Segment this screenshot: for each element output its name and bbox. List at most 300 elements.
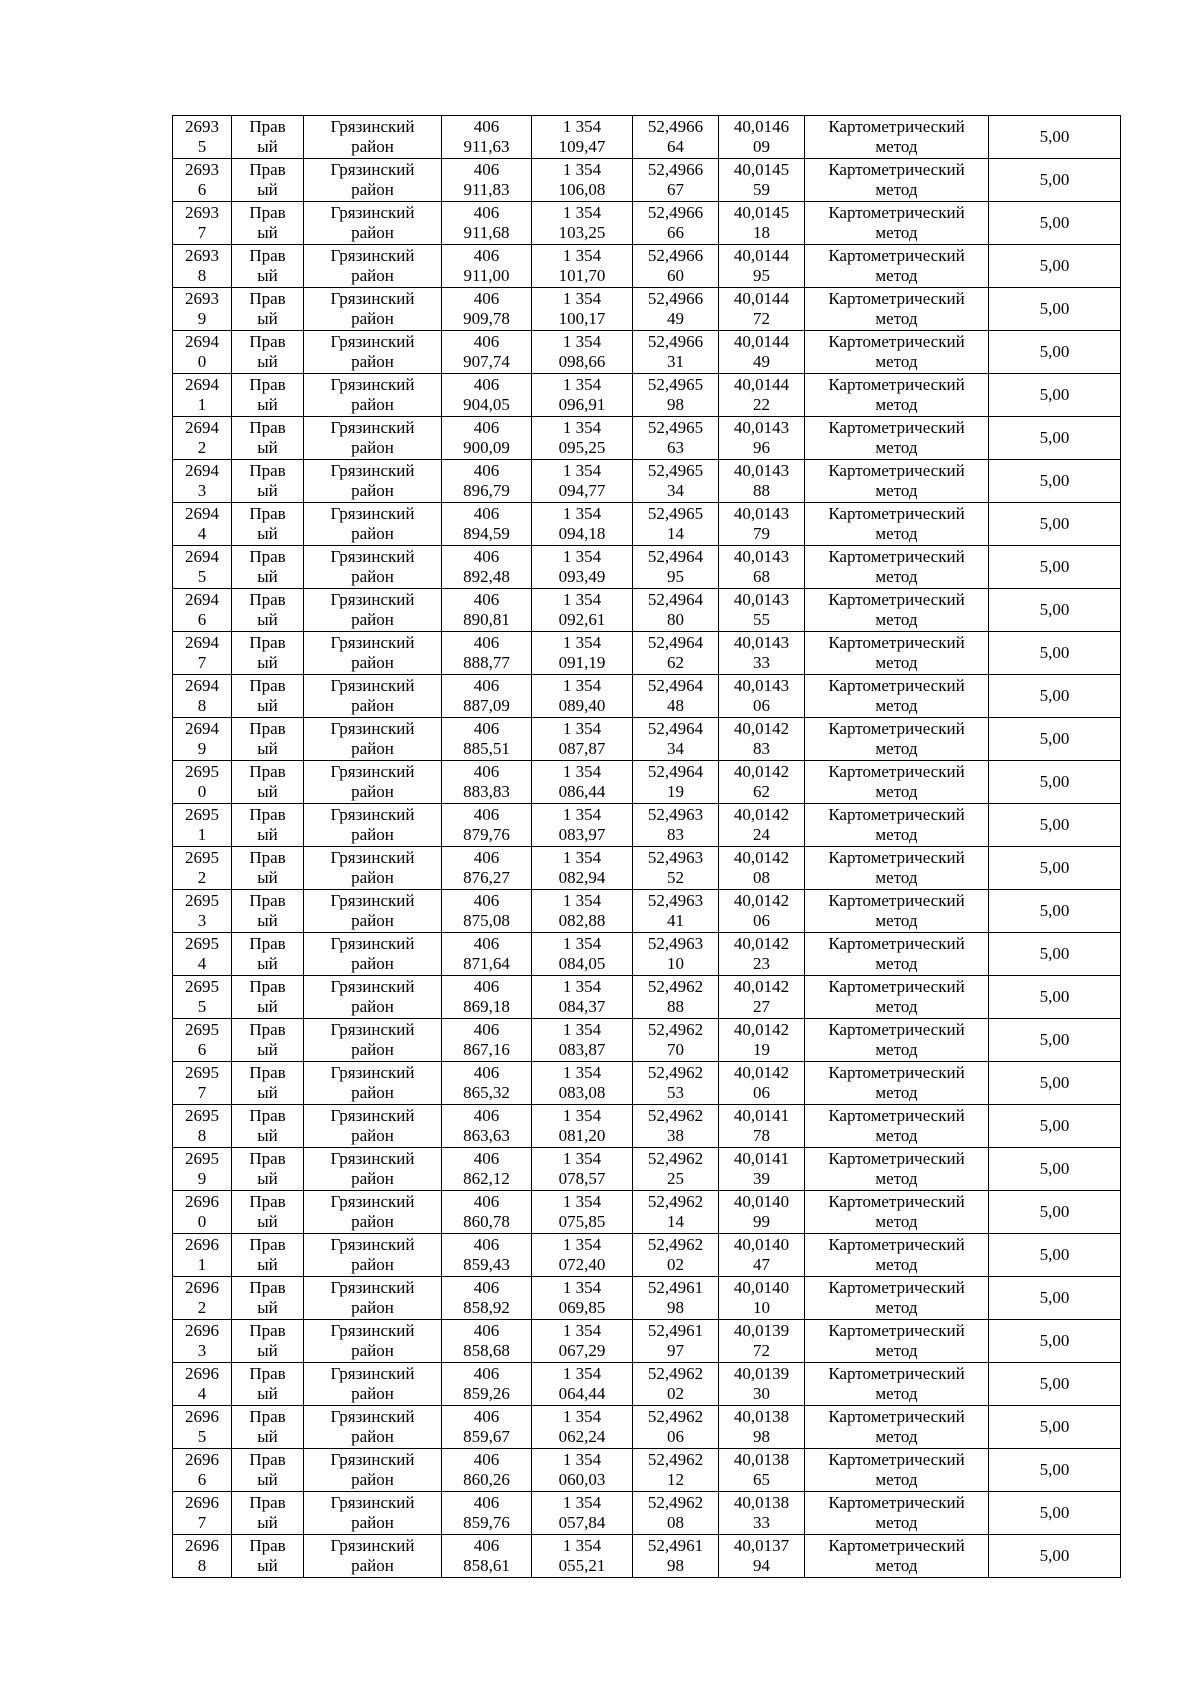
latitude-cell: 52,4964 34 — [633, 718, 719, 761]
table-row — [173, 1363, 1121, 1406]
longitude-cell: 40,0139 30 — [719, 1363, 805, 1406]
table-row — [173, 1449, 1121, 1492]
y-coordinate-cell: 1 354 091,19 — [532, 632, 633, 675]
latitude-cell: 52,4961 98 — [633, 1277, 719, 1320]
district-cell: Грязинский район — [304, 417, 442, 460]
y-coordinate-cell: 1 354 106,08 — [532, 159, 633, 202]
method-cell: Картометрический метод — [805, 202, 989, 245]
x-coordinate-cell: 406 869,18 — [442, 976, 532, 1019]
x-coordinate-cell: 406 911,63 — [442, 116, 532, 159]
y-coordinate-cell: 1 354 064,44 — [532, 1363, 633, 1406]
accuracy-cell: 5,00 — [989, 1148, 1121, 1191]
accuracy-cell: 5,00 — [989, 1492, 1121, 1535]
table-row — [173, 417, 1121, 460]
x-coordinate-cell: 406 879,76 — [442, 804, 532, 847]
x-coordinate-cell: 406 883,83 — [442, 761, 532, 804]
point-number-cell: 2695 7 — [173, 1062, 232, 1105]
bank-side-cell: Прав ый — [232, 1148, 304, 1191]
method-cell: Картометрический метод — [805, 245, 989, 288]
x-coordinate-cell: 406 888,77 — [442, 632, 532, 675]
longitude-cell: 40,0146 09 — [719, 116, 805, 159]
y-coordinate-cell: 1 354 072,40 — [532, 1234, 633, 1277]
accuracy-cell: 5,00 — [989, 1105, 1121, 1148]
x-coordinate-cell: 406 859,43 — [442, 1234, 532, 1277]
point-number-cell: 2694 3 — [173, 460, 232, 503]
x-coordinate-cell: 406 875,08 — [442, 890, 532, 933]
table-row — [173, 331, 1121, 374]
accuracy-cell: 5,00 — [989, 675, 1121, 718]
y-coordinate-cell: 1 354 094,77 — [532, 460, 633, 503]
longitude-cell: 40,0144 72 — [719, 288, 805, 331]
x-coordinate-cell: 406 860,26 — [442, 1449, 532, 1492]
point-number-cell: 2694 0 — [173, 331, 232, 374]
latitude-cell: 52,4963 41 — [633, 890, 719, 933]
accuracy-cell: 5,00 — [989, 933, 1121, 976]
method-cell: Картометрический метод — [805, 1449, 989, 1492]
point-number-cell: 2693 6 — [173, 159, 232, 202]
table-row — [173, 1191, 1121, 1234]
latitude-cell: 52,4962 06 — [633, 1406, 719, 1449]
method-cell: Картометрический метод — [805, 116, 989, 159]
accuracy-cell: 5,00 — [989, 890, 1121, 933]
latitude-cell: 52,4964 62 — [633, 632, 719, 675]
bank-side-cell: Прав ый — [232, 632, 304, 675]
district-cell: Грязинский район — [304, 1449, 442, 1492]
district-cell: Грязинский район — [304, 1492, 442, 1535]
latitude-cell: 52,4962 53 — [633, 1062, 719, 1105]
table-row — [173, 374, 1121, 417]
y-coordinate-cell: 1 354 095,25 — [532, 417, 633, 460]
point-number-cell: 2696 0 — [173, 1191, 232, 1234]
bank-side-cell: Прав ый — [232, 159, 304, 202]
table-row — [173, 1406, 1121, 1449]
y-coordinate-cell: 1 354 082,88 — [532, 890, 633, 933]
method-cell: Картометрический метод — [805, 761, 989, 804]
x-coordinate-cell: 406 863,63 — [442, 1105, 532, 1148]
longitude-cell: 40,0137 94 — [719, 1535, 805, 1578]
accuracy-cell: 5,00 — [989, 331, 1121, 374]
x-coordinate-cell: 406 911,00 — [442, 245, 532, 288]
bank-side-cell: Прав ый — [232, 288, 304, 331]
accuracy-cell: 5,00 — [989, 288, 1121, 331]
point-number-cell: 2694 5 — [173, 546, 232, 589]
point-number-cell: 2695 3 — [173, 890, 232, 933]
table-row — [173, 933, 1121, 976]
latitude-cell: 52,4965 14 — [633, 503, 719, 546]
latitude-cell: 52,4966 64 — [633, 116, 719, 159]
table-row — [173, 1320, 1121, 1363]
point-number-cell: 2696 6 — [173, 1449, 232, 1492]
method-cell: Картометрический метод — [805, 632, 989, 675]
accuracy-cell: 5,00 — [989, 245, 1121, 288]
point-number-cell: 2695 0 — [173, 761, 232, 804]
point-number-cell: 2696 4 — [173, 1363, 232, 1406]
longitude-cell: 40,0143 55 — [719, 589, 805, 632]
x-coordinate-cell: 406 885,51 — [442, 718, 532, 761]
y-coordinate-cell: 1 354 103,25 — [532, 202, 633, 245]
district-cell: Грязинский район — [304, 890, 442, 933]
y-coordinate-cell: 1 354 067,29 — [532, 1320, 633, 1363]
table-row — [173, 890, 1121, 933]
district-cell: Грязинский район — [304, 1105, 442, 1148]
accuracy-cell: 5,00 — [989, 632, 1121, 675]
y-coordinate-cell: 1 354 083,08 — [532, 1062, 633, 1105]
accuracy-cell: 5,00 — [989, 1363, 1121, 1406]
y-coordinate-cell: 1 354 094,18 — [532, 503, 633, 546]
y-coordinate-cell: 1 354 075,85 — [532, 1191, 633, 1234]
longitude-cell: 40,0143 06 — [719, 675, 805, 718]
point-number-cell: 2695 5 — [173, 976, 232, 1019]
accuracy-cell: 5,00 — [989, 546, 1121, 589]
longitude-cell: 40,0144 49 — [719, 331, 805, 374]
bank-side-cell: Прав ый — [232, 1062, 304, 1105]
point-number-cell: 2695 6 — [173, 1019, 232, 1062]
table-row — [173, 1019, 1121, 1062]
point-number-cell: 2694 7 — [173, 632, 232, 675]
x-coordinate-cell: 406 911,83 — [442, 159, 532, 202]
x-coordinate-cell: 406 862,12 — [442, 1148, 532, 1191]
district-cell: Грязинский район — [304, 159, 442, 202]
accuracy-cell: 5,00 — [989, 374, 1121, 417]
accuracy-cell: 5,00 — [989, 503, 1121, 546]
method-cell: Картометрический метод — [805, 1148, 989, 1191]
accuracy-cell: 5,00 — [989, 847, 1121, 890]
longitude-cell: 40,0139 72 — [719, 1320, 805, 1363]
latitude-cell: 52,4962 08 — [633, 1492, 719, 1535]
bank-side-cell: Прав ый — [232, 417, 304, 460]
method-cell: Картометрический метод — [805, 1320, 989, 1363]
y-coordinate-cell: 1 354 089,40 — [532, 675, 633, 718]
latitude-cell: 52,4964 95 — [633, 546, 719, 589]
district-cell: Грязинский район — [304, 589, 442, 632]
x-coordinate-cell: 406 900,09 — [442, 417, 532, 460]
district-cell: Грязинский район — [304, 847, 442, 890]
bank-side-cell: Прав ый — [232, 718, 304, 761]
table-row — [173, 804, 1121, 847]
y-coordinate-cell: 1 354 082,94 — [532, 847, 633, 890]
longitude-cell: 40,0141 78 — [719, 1105, 805, 1148]
longitude-cell: 40,0142 23 — [719, 933, 805, 976]
latitude-cell: 52,4962 12 — [633, 1449, 719, 1492]
bank-side-cell: Прав ый — [232, 1363, 304, 1406]
latitude-cell: 52,4964 48 — [633, 675, 719, 718]
table-row — [173, 589, 1121, 632]
x-coordinate-cell: 406 907,74 — [442, 331, 532, 374]
district-cell: Грязинский район — [304, 804, 442, 847]
x-coordinate-cell: 406 867,16 — [442, 1019, 532, 1062]
accuracy-cell: 5,00 — [989, 976, 1121, 1019]
district-cell: Грязинский район — [304, 288, 442, 331]
method-cell: Картометрический метод — [805, 503, 989, 546]
district-cell: Грязинский район — [304, 1277, 442, 1320]
method-cell: Картометрический метод — [805, 1363, 989, 1406]
table-row — [173, 761, 1121, 804]
bank-side-cell: Прав ый — [232, 1019, 304, 1062]
point-number-cell: 2695 1 — [173, 804, 232, 847]
district-cell: Грязинский район — [304, 1191, 442, 1234]
point-number-cell: 2694 1 — [173, 374, 232, 417]
latitude-cell: 52,4962 38 — [633, 1105, 719, 1148]
table-row — [173, 503, 1121, 546]
bank-side-cell: Прав ый — [232, 245, 304, 288]
district-cell: Грязинский район — [304, 374, 442, 417]
latitude-cell: 52,4963 83 — [633, 804, 719, 847]
accuracy-cell: 5,00 — [989, 1535, 1121, 1578]
longitude-cell: 40,0142 62 — [719, 761, 805, 804]
point-number-cell: 2696 7 — [173, 1492, 232, 1535]
method-cell: Картометрический метод — [805, 1277, 989, 1320]
longitude-cell: 40,0142 06 — [719, 890, 805, 933]
point-number-cell: 2696 1 — [173, 1234, 232, 1277]
bank-side-cell: Прав ый — [232, 1277, 304, 1320]
district-cell: Грязинский район — [304, 933, 442, 976]
table-row — [173, 1062, 1121, 1105]
point-number-cell: 2694 4 — [173, 503, 232, 546]
x-coordinate-cell: 406 892,48 — [442, 546, 532, 589]
method-cell: Картометрический метод — [805, 1535, 989, 1578]
bank-side-cell: Прав ый — [232, 546, 304, 589]
method-cell: Картометрический метод — [805, 890, 989, 933]
bank-side-cell: Прав ый — [232, 460, 304, 503]
table-row — [173, 159, 1121, 202]
bank-side-cell: Прав ый — [232, 675, 304, 718]
y-coordinate-cell: 1 354 060,03 — [532, 1449, 633, 1492]
table-row — [173, 288, 1121, 331]
bank-side-cell: Прав ый — [232, 503, 304, 546]
accuracy-cell: 5,00 — [989, 1449, 1121, 1492]
latitude-cell: 52,4965 34 — [633, 460, 719, 503]
longitude-cell: 40,0144 95 — [719, 245, 805, 288]
y-coordinate-cell: 1 354 084,05 — [532, 933, 633, 976]
bank-side-cell: Прав ый — [232, 1406, 304, 1449]
bank-side-cell: Прав ый — [232, 374, 304, 417]
bank-side-cell: Прав ый — [232, 1234, 304, 1277]
point-number-cell: 2695 2 — [173, 847, 232, 890]
longitude-cell: 40,0143 96 — [719, 417, 805, 460]
method-cell: Картометрический метод — [805, 374, 989, 417]
y-coordinate-cell: 1 354 057,84 — [532, 1492, 633, 1535]
x-coordinate-cell: 406 858,68 — [442, 1320, 532, 1363]
longitude-cell: 40,0142 83 — [719, 718, 805, 761]
bank-side-cell: Прав ый — [232, 890, 304, 933]
latitude-cell: 52,4962 70 — [633, 1019, 719, 1062]
longitude-cell: 40,0138 98 — [719, 1406, 805, 1449]
district-cell: Грязинский район — [304, 976, 442, 1019]
x-coordinate-cell: 406 859,76 — [442, 1492, 532, 1535]
table-row — [173, 675, 1121, 718]
accuracy-cell: 5,00 — [989, 1062, 1121, 1105]
district-cell: Грязинский район — [304, 503, 442, 546]
longitude-cell: 40,0138 65 — [719, 1449, 805, 1492]
y-coordinate-cell: 1 354 084,37 — [532, 976, 633, 1019]
table-row — [173, 1105, 1121, 1148]
x-coordinate-cell: 406 859,26 — [442, 1363, 532, 1406]
table-row — [173, 976, 1121, 1019]
longitude-cell: 40,0143 79 — [719, 503, 805, 546]
x-coordinate-cell: 406 865,32 — [442, 1062, 532, 1105]
bank-side-cell: Прав ый — [232, 1191, 304, 1234]
method-cell: Картометрический метод — [805, 417, 989, 460]
accuracy-cell: 5,00 — [989, 804, 1121, 847]
point-number-cell: 2696 5 — [173, 1406, 232, 1449]
latitude-cell: 52,4966 49 — [633, 288, 719, 331]
latitude-cell: 52,4966 66 — [633, 202, 719, 245]
method-cell: Картометрический метод — [805, 460, 989, 503]
y-coordinate-cell: 1 354 100,17 — [532, 288, 633, 331]
latitude-cell: 52,4964 80 — [633, 589, 719, 632]
district-cell: Грязинский район — [304, 331, 442, 374]
method-cell: Картометрический метод — [805, 1019, 989, 1062]
method-cell: Картометрический метод — [805, 675, 989, 718]
longitude-cell: 40,0140 47 — [719, 1234, 805, 1277]
table-row — [173, 245, 1121, 288]
longitude-cell: 40,0142 24 — [719, 804, 805, 847]
accuracy-cell: 5,00 — [989, 1406, 1121, 1449]
bank-side-cell: Прав ый — [232, 1105, 304, 1148]
x-coordinate-cell: 406 911,68 — [442, 202, 532, 245]
accuracy-cell: 5,00 — [989, 1320, 1121, 1363]
y-coordinate-cell: 1 354 096,91 — [532, 374, 633, 417]
method-cell: Картометрический метод — [805, 288, 989, 331]
latitude-cell: 52,4963 52 — [633, 847, 719, 890]
district-cell: Грязинский район — [304, 1062, 442, 1105]
latitude-cell: 52,4964 19 — [633, 761, 719, 804]
x-coordinate-cell: 406 909,78 — [442, 288, 532, 331]
method-cell: Картометрический метод — [805, 1234, 989, 1277]
longitude-cell: 40,0145 59 — [719, 159, 805, 202]
x-coordinate-cell: 406 858,61 — [442, 1535, 532, 1578]
table-row — [173, 1277, 1121, 1320]
district-cell: Грязинский район — [304, 1234, 442, 1277]
latitude-cell: 52,4966 67 — [633, 159, 719, 202]
latitude-cell: 52,4965 63 — [633, 417, 719, 460]
accuracy-cell: 5,00 — [989, 1191, 1121, 1234]
y-coordinate-cell: 1 354 078,57 — [532, 1148, 633, 1191]
method-cell: Картометрический метод — [805, 546, 989, 589]
y-coordinate-cell: 1 354 086,44 — [532, 761, 633, 804]
method-cell: Картометрический метод — [805, 804, 989, 847]
point-number-cell: 2693 9 — [173, 288, 232, 331]
accuracy-cell: 5,00 — [989, 460, 1121, 503]
district-cell: Грязинский район — [304, 632, 442, 675]
latitude-cell: 52,4963 10 — [633, 933, 719, 976]
point-number-cell: 2696 8 — [173, 1535, 232, 1578]
x-coordinate-cell: 406 871,64 — [442, 933, 532, 976]
latitude-cell: 52,4961 97 — [633, 1320, 719, 1363]
district-cell: Грязинский район — [304, 761, 442, 804]
x-coordinate-cell: 406 876,27 — [442, 847, 532, 890]
accuracy-cell: 5,00 — [989, 761, 1121, 804]
table-row — [173, 847, 1121, 890]
accuracy-cell: 5,00 — [989, 1019, 1121, 1062]
accuracy-cell: 5,00 — [989, 1234, 1121, 1277]
table-row — [173, 632, 1121, 675]
point-number-cell: 2693 8 — [173, 245, 232, 288]
method-cell: Картометрический метод — [805, 331, 989, 374]
table-row — [173, 718, 1121, 761]
table-row — [173, 116, 1121, 159]
y-coordinate-cell: 1 354 093,49 — [532, 546, 633, 589]
method-cell: Картометрический метод — [805, 847, 989, 890]
method-cell: Картометрический метод — [805, 976, 989, 1019]
district-cell: Грязинский район — [304, 245, 442, 288]
y-coordinate-cell: 1 354 055,21 — [532, 1535, 633, 1578]
latitude-cell: 52,4966 60 — [633, 245, 719, 288]
latitude-cell: 52,4966 31 — [633, 331, 719, 374]
longitude-cell: 40,0143 68 — [719, 546, 805, 589]
y-coordinate-cell: 1 354 109,47 — [532, 116, 633, 159]
bank-side-cell: Прав ый — [232, 761, 304, 804]
district-cell: Грязинский район — [304, 1148, 442, 1191]
latitude-cell: 52,4962 14 — [633, 1191, 719, 1234]
point-number-cell: 2694 9 — [173, 718, 232, 761]
table-row — [173, 202, 1121, 245]
point-number-cell: 2694 8 — [173, 675, 232, 718]
x-coordinate-cell: 406 887,09 — [442, 675, 532, 718]
bank-side-cell: Прав ый — [232, 976, 304, 1019]
bank-side-cell: Прав ый — [232, 1449, 304, 1492]
x-coordinate-cell: 406 896,79 — [442, 460, 532, 503]
district-cell: Грязинский район — [304, 1363, 442, 1406]
table-row — [173, 1234, 1121, 1277]
latitude-cell: 52,4965 98 — [633, 374, 719, 417]
latitude-cell: 52,4962 02 — [633, 1363, 719, 1406]
y-coordinate-cell: 1 354 083,87 — [532, 1019, 633, 1062]
x-coordinate-cell: 406 858,92 — [442, 1277, 532, 1320]
latitude-cell: 52,4962 02 — [633, 1234, 719, 1277]
longitude-cell: 40,0141 39 — [719, 1148, 805, 1191]
point-number-cell: 2694 2 — [173, 417, 232, 460]
bank-side-cell: Прав ый — [232, 1320, 304, 1363]
table-body — [173, 116, 1121, 1578]
method-cell: Картометрический метод — [805, 1105, 989, 1148]
method-cell: Картометрический метод — [805, 1191, 989, 1234]
bank-side-cell: Прав ый — [232, 1535, 304, 1578]
y-coordinate-cell: 1 354 101,70 — [532, 245, 633, 288]
method-cell: Картометрический метод — [805, 718, 989, 761]
x-coordinate-cell: 406 904,05 — [442, 374, 532, 417]
longitude-cell: 40,0142 08 — [719, 847, 805, 890]
accuracy-cell: 5,00 — [989, 159, 1121, 202]
district-cell: Грязинский район — [304, 1320, 442, 1363]
method-cell: Картометрический метод — [805, 1406, 989, 1449]
y-coordinate-cell: 1 354 083,97 — [532, 804, 633, 847]
table-row — [173, 1535, 1121, 1578]
x-coordinate-cell: 406 860,78 — [442, 1191, 532, 1234]
bank-side-cell: Прав ый — [232, 804, 304, 847]
latitude-cell: 52,4962 25 — [633, 1148, 719, 1191]
bank-side-cell: Прав ый — [232, 589, 304, 632]
latitude-cell: 52,4962 88 — [633, 976, 719, 1019]
x-coordinate-cell: 406 894,59 — [442, 503, 532, 546]
y-coordinate-cell: 1 354 098,66 — [532, 331, 633, 374]
bank-side-cell: Прав ый — [232, 847, 304, 890]
point-number-cell: 2693 5 — [173, 116, 232, 159]
accuracy-cell: 5,00 — [989, 718, 1121, 761]
point-number-cell: 2696 3 — [173, 1320, 232, 1363]
district-cell: Грязинский район — [304, 202, 442, 245]
method-cell: Картометрический метод — [805, 589, 989, 632]
bank-side-cell: Прав ый — [232, 202, 304, 245]
method-cell: Картометрический метод — [805, 933, 989, 976]
longitude-cell: 40,0142 06 — [719, 1062, 805, 1105]
district-cell: Грязинский район — [304, 1406, 442, 1449]
longitude-cell: 40,0142 19 — [719, 1019, 805, 1062]
accuracy-cell: 5,00 — [989, 116, 1121, 159]
bank-side-cell: Прав ый — [232, 1492, 304, 1535]
point-number-cell: 2694 6 — [173, 589, 232, 632]
latitude-cell: 52,4961 98 — [633, 1535, 719, 1578]
